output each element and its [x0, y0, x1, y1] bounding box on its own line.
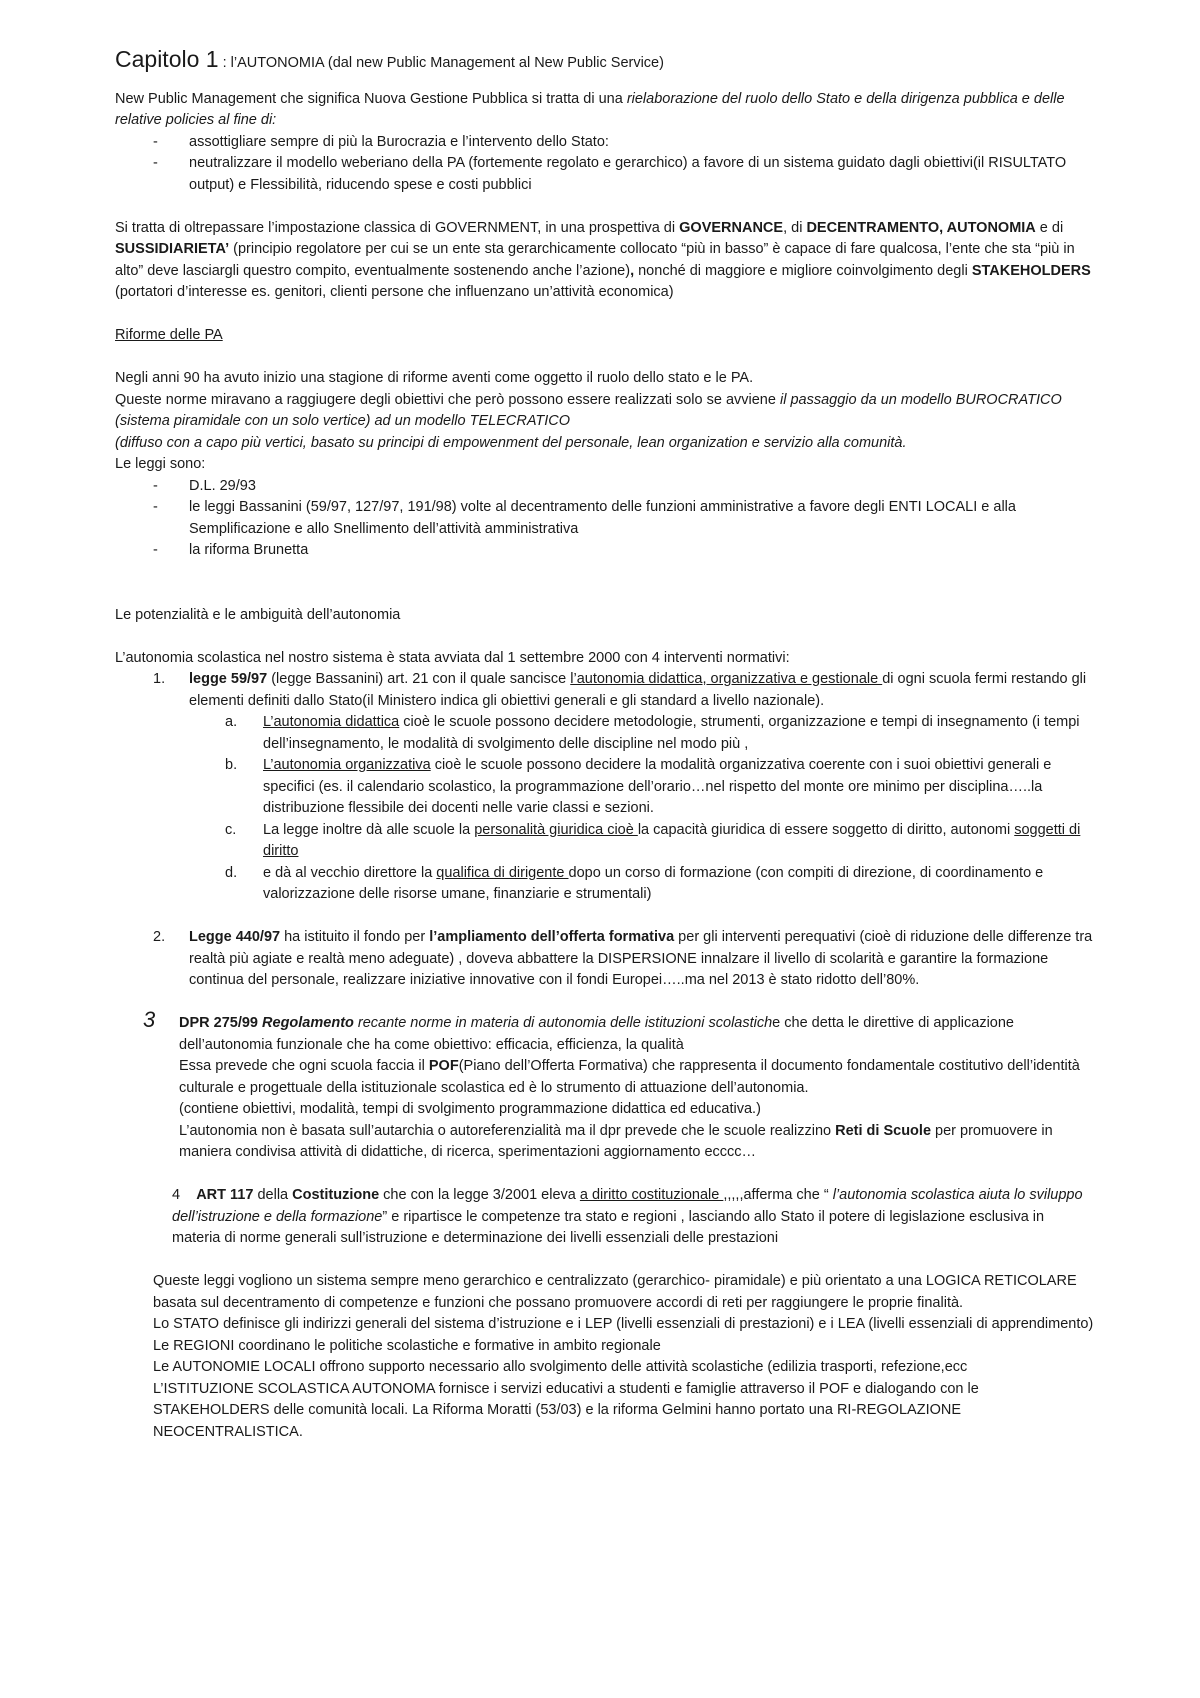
item-letter: c. [225, 821, 237, 838]
text-run: , di [783, 219, 807, 236]
riforme-heading: Riforme delle PA [115, 327, 223, 343]
chapter-subtitle: : l’AUTONOMIA (dal new Public Management al New Public Service) [218, 55, 664, 71]
item3-p1 [179, 1013, 1095, 1056]
text-run: Queste norme miravano a raggiugere degli obiettivi che però possono essere realizzati solo se avviene [115, 391, 780, 408]
text-run: e di [1035, 219, 1064, 236]
conclusion-line: L’ISTITUZIONE SCOLASTICA AUTONOMA fornisce i servizi educativi a studenti e famiglie attraverso il POF e dialogando con le STAKEHOLDERS delle comunità locali. La Riforma Moratti (53/03) e la riforma Gelmini hanno portato una RI-REGOLAZIONE NEOCENTRALISTICA. [153, 1380, 979, 1440]
bold-run: POF [428, 1058, 459, 1074]
riforme-p2 [115, 390, 1095, 433]
riforme-p1: Negli anni 90 ha avuto inizio una stagione di riforme aventi come oggetto il ruolo dello stato e le PA. [115, 370, 754, 386]
list-item: - neutralizzare il modello weberiano della PA (fortemente regolato e gerarchico) a favore di un sistema guidato dagli obiettivi(il RISULTATO output) e Flessibilità, riducendo spese e costi pubblici [115, 153, 1095, 196]
document-page [115, 44, 1095, 1443]
item-letter: b. [225, 757, 238, 773]
list-item: - D.L. 29/93 [115, 476, 1095, 498]
conclusion-line: Le REGIONI coordinano le politiche scolastiche e formative in ambito regionale [153, 1337, 661, 1354]
item3-p2 [179, 1056, 1095, 1099]
bold-run: DECENTRAMENTO, AUTONOMIA [806, 219, 1036, 236]
underline-run: L’autonomia organizzativa [263, 757, 431, 773]
item3-p4 [179, 1121, 1095, 1164]
text-run: nonché di maggiore e migliore coinvolgimento degli [634, 262, 972, 279]
bold-run: Reti di Scuole [835, 1122, 932, 1139]
chapter-heading [115, 44, 1095, 75]
underline-run: personalità giuridica cioè [474, 821, 638, 838]
text-run: La legge inoltre dà alle scuole la [263, 821, 475, 838]
list-item: - le leggi Bassanini (59/97, 127/97, 191/98) volte al decentramento delle funzioni amministrative a favore degli ENTI LOCALI e alla Semplificazione e allo Snellimento dell’attività amministrativa [115, 497, 1095, 540]
underline-run: l’autonomia didattica, organizzativa e gestionale [570, 671, 883, 687]
list-item: - assottigliare sempre di più la Burocrazia e l’intervento dello Stato: [115, 132, 1095, 154]
bold-italic-run: Regolamento [262, 1015, 354, 1031]
bold-run: ART 117 [196, 1187, 254, 1203]
conclusion-block [115, 1271, 1095, 1443]
text-run: L’autonomia non è basata sull’autarchia o autoreferenzialità ma il dpr prevede che le scuole realizzino [179, 1122, 836, 1139]
list-item-1 [115, 669, 1095, 712]
sub-item-b [115, 755, 1095, 820]
text-run: e dà al vecchio direttore la [263, 864, 437, 881]
text-run: di ogni scuola fermi restando gli elementi definiti dallo Stato(il Ministero indica gli obiettivi generali e gli standard a livello nazionale). [189, 671, 1087, 709]
item3-p3: (contiene obiettivi, modalità, tempi di svolgimento programmazione didattica ed educativa.) [179, 1101, 761, 1117]
text-run: e che detta le direttive di applicazione dell’autonomia funzionale che ha come obiettivo: efficacia, efficienza, la qualità [179, 1015, 1014, 1053]
item-number: 4 [172, 1187, 181, 1203]
npm-intro-italic: rielaborazione del ruolo dello Stato e della dirigenza pubblica e delle relative policies al fine di: [115, 90, 1065, 128]
chapter-title: Capitolo 1 [115, 46, 219, 72]
underline-run: qualifica di dirigente [436, 864, 569, 881]
text-run: (principio regolatore per cui se un ente sta gerarchicamente collocato “più in basso” è capace di fare qualcosa, l’ente che sta “più in alto” deve lasciargli questro compito, eventualmente sostenendo anche l’azione) [115, 241, 1075, 279]
item-letter: d. [225, 864, 238, 881]
sub-item-d [115, 863, 1095, 906]
item-letter: a. [225, 714, 238, 730]
underline-run: soggetti di diritto [263, 821, 1081, 859]
npm-intro-text: New Public Management che significa Nuova Gestione Pubblica si tratta di una [115, 90, 627, 107]
text-run: ha istituito il fondo per [280, 929, 430, 945]
bold-run: STAKEHOLDERS [971, 262, 1091, 279]
text-run: Si tratta di oltrepassare l’impostazione classica di GOVERNMENT, in una prospettiva di [115, 219, 680, 236]
text-run: Essa prevede che ogni scuola faccia il [179, 1058, 429, 1074]
bold-run: DPR 275/99 [179, 1015, 263, 1031]
text-run: (Piano dell’Offerta Formativa) che rappresenta il documento fondamentale costitutivo dell’identità culturale e progettuale della istituzionale scolastica ed è lo strumento di attuazione dell’autonomia. [179, 1058, 1080, 1096]
item-number: 3 [143, 1007, 156, 1032]
text-run: ,,,,,afferma che “ [723, 1187, 833, 1203]
text-run: ” e ripartisce le competenze tra stato e regioni , lasciando allo Stato il potere di legislazione esclusiva in materia di norme generali sull’istruzione e determinazione dei livelli essenziali delle prestazioni [172, 1208, 1045, 1246]
riforme-p3 [115, 433, 1095, 455]
laws-list [115, 476, 1095, 562]
text-run: che con la legge 3/2001 eleva [379, 1187, 580, 1203]
item-number: 2. [153, 929, 166, 945]
potenzialita-heading: Le potenzialità e le ambiguità dell’autonomia [115, 606, 401, 623]
list-item-2 [115, 927, 1095, 992]
governance-paragraph [115, 218, 1095, 304]
npm-intro [115, 89, 1095, 132]
underline-run: a diritto costituzionale [579, 1187, 724, 1203]
underline-run: L’autonomia didattica [263, 714, 400, 730]
text-run: cioè le scuole possono decidere la modalità organizzativa coerente con i suoi obiettivi generali e specifici (es. il calendario scolastico, la programmazione dell’orario…nel rispetto del monte ore minimo per disciplina…..la distribuzione flessibile dei docenti nelle varie classi e sezioni. [263, 757, 1052, 816]
bold-run: legge 59/97 [189, 671, 268, 687]
sub-item-c [115, 820, 1095, 863]
italic-run: il passaggio da un modello BUROCRATICO (sistema piramidale con un solo vertice) ad un modello TELECRATICO [115, 391, 1062, 429]
bold-run: Legge 440/97 [189, 929, 281, 945]
potenzialita-intro: L’autonomia scolastica nel nostro sistema è stata avviata dal 1 settembre 2000 con 4 interventi normativi: [115, 649, 790, 666]
italic-run: (diffuso con a capo più vertici, basato su principi di empowenment del personale, lean organization e servizio alla comunità. [115, 434, 907, 451]
bold-run: l’ampliamento dell’offerta formativa [429, 929, 675, 945]
bold-run: SUSSIDIARIETA’ [115, 241, 230, 257]
italic-run: l’autonomia scolastica aiuta lo sviluppo dell’istruzione e della formazione [172, 1187, 1083, 1225]
list-item: - la riforma Brunetta [115, 540, 1095, 562]
conclusion-line: Le AUTONOMIE LOCALI offrono supporto necessario allo svolgimento delle attività scolastiche (edilizia trasporti, refezione,ecc [153, 1359, 968, 1375]
text-run: per gli interventi perequativi (cioè di riduzione delle differenze tra realtà più agiate e realtà meno adeguate) , doveva abbattere la DISPERSIONE innalzare il livello di scolarità e garantire la formazione continua del personale, realizzare iniziative innovative con il fondi Europei…..ma nel 2013 è stato ridotto dell’80%. [189, 929, 1093, 988]
bold-run: GOVERNANCE [679, 219, 784, 236]
sub-item-a [115, 712, 1095, 755]
laws-label: Le leggi sono: [115, 456, 206, 472]
list-item-4 [115, 1185, 1095, 1250]
text-run: per promuovere in maniera condivisa attività di didattiche, di ricerca, sperimentazioni aggiornamento ecccc… [179, 1122, 1053, 1160]
text-run: (portatori d’interesse es. genitori, clienti persone che influenzano un’attività economica) [115, 284, 674, 300]
italic-run: recante norme in materia di autonomia delle istituzioni scolastich [353, 1015, 773, 1031]
bold-run: , [630, 262, 635, 279]
text-run: della [253, 1187, 293, 1203]
text-run: dopo un corso di formazione (con compiti di direzione, di coordinamento e valorizzazione delle risorse umane, finanziarie e strumentali) [263, 864, 1044, 902]
conclusion-line: Lo STATO definisce gli indirizzi generali del sistema d’istruzione e i LEP (livelli essenziali di prestazioni) e i LEA (livelli essenziali di apprendimento) [153, 1316, 1094, 1332]
text-run: la capacità giuridica di essere soggetto di diritto, autonomi [637, 821, 1015, 838]
bold-run: Costituzione [292, 1187, 380, 1203]
item-number: 1. [153, 671, 166, 687]
list-item-3 [115, 1007, 1095, 1164]
npm-bullet-list [115, 132, 1095, 197]
text-run: (legge Bassanini) art. 21 con il quale sancisce [267, 671, 571, 687]
conclusion-line: Queste leggi vogliono un sistema sempre meno gerarchico e centralizzato (gerarchico- piramidale) e più orientato a una LOGICA RETICOLARE basata sul decentramento di competenze e funzioni che possano promuovere accordi di reti per raggiungere le proprie finalità. [153, 1273, 1077, 1311]
text-run: cioè le scuole possono decidere metodologie, strumenti, organizzazione e tempi di insegnamento (i tempi dell’insegnamento, le modalità di svolgimento delle discipline nel modo più , [263, 714, 1080, 752]
